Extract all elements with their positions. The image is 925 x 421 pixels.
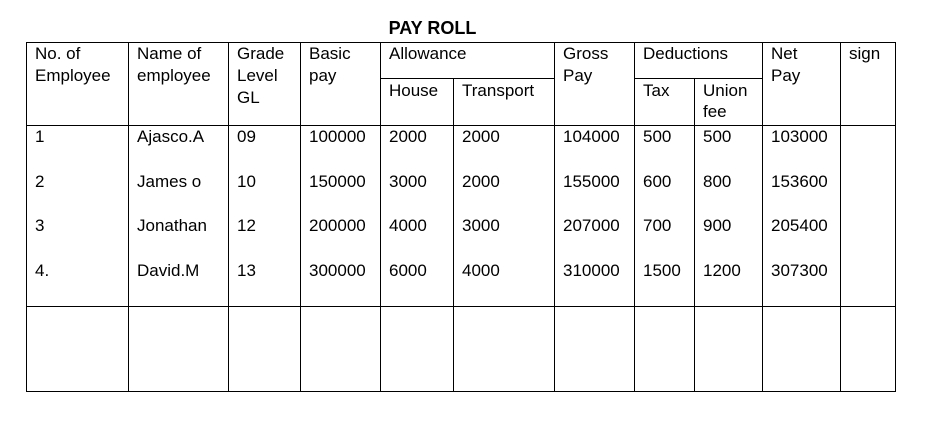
cell-name: Ajasco.A (137, 127, 205, 146)
header-name-label: Name of employee (137, 44, 211, 85)
cell-grade: 13 (237, 260, 256, 280)
header-net-pay (763, 43, 841, 126)
cell-transport: 2000 (462, 171, 500, 191)
cell-house: 3000 (389, 171, 427, 191)
header-net-label: Net Pay (771, 44, 801, 85)
cell-tax: 1500 (643, 260, 681, 280)
header-transport (454, 79, 555, 126)
cell-union-fee: 1200 (703, 260, 741, 280)
cell-net: 103000 (771, 127, 828, 146)
cell-grade: 09 (237, 127, 256, 146)
cell-gross: 310000 (563, 260, 620, 280)
header-row-main (27, 43, 896, 79)
header-allowance-label: Allowance (389, 44, 467, 63)
header-deductions-label: Deductions (643, 44, 729, 63)
cell-basic: 200000 (309, 216, 366, 235)
col-union-fee (695, 126, 763, 307)
blank-row (27, 307, 896, 392)
cell-gross: 155000 (563, 171, 620, 191)
blank-cell (555, 307, 635, 392)
cell-transport: 2000 (462, 127, 500, 146)
col-name (129, 126, 229, 307)
col-no (27, 126, 129, 307)
col-sign (841, 126, 896, 307)
cell-gross: 104000 (563, 127, 620, 146)
col-house (381, 126, 454, 307)
header-house-label: House (389, 81, 439, 100)
document-title: PAY ROLL (388, 18, 477, 38)
cell-house: 2000 (389, 127, 427, 146)
header-gross-label: Gross Pay (563, 44, 609, 85)
header-basic-label: Basic pay (309, 44, 351, 85)
header-no-of-employee (27, 43, 129, 126)
blank-cell (301, 307, 381, 392)
blank-cell (635, 307, 695, 392)
cell-tax: 700 (643, 216, 672, 235)
blank-cell (229, 307, 301, 392)
header-gross-pay (555, 43, 635, 126)
cell-name: Jonathan (137, 216, 207, 235)
blank-cell (763, 307, 841, 392)
header-no-label: No. of Employee (35, 44, 111, 85)
blank-cell (129, 307, 229, 392)
header-sign (841, 43, 896, 126)
cell-house: 4000 (389, 216, 427, 235)
blank-cell (27, 307, 129, 392)
cell-gross: 207000 (563, 216, 620, 235)
cell-grade: 10 (237, 171, 256, 191)
header-transport-label: Transport (462, 81, 535, 100)
header-sign-label: sign (849, 44, 881, 63)
col-net (763, 126, 841, 307)
header-union-fee (695, 79, 763, 126)
cell-net: 307300 (771, 260, 828, 280)
header-union-label: Union fee (703, 81, 748, 121)
cell-union-fee: 900 (703, 216, 732, 235)
cell-net: 153600 (771, 171, 828, 191)
col-grade (229, 126, 301, 307)
cell-transport: 4000 (462, 260, 500, 280)
cell-name: James o (137, 171, 202, 191)
cell-grade: 12 (237, 216, 256, 235)
header-deductions (635, 43, 763, 79)
cell-no: 3 (35, 216, 45, 235)
header-tax-label: Tax (643, 81, 670, 100)
cell-net: 205400 (771, 216, 828, 235)
cell-basic: 100000 (309, 127, 366, 146)
col-gross (555, 126, 635, 307)
header-basic-pay (301, 43, 381, 126)
header-house (381, 79, 454, 126)
col-basic (301, 126, 381, 307)
cell-union-fee: 800 (703, 171, 732, 191)
cell-no: 1 (35, 127, 45, 146)
col-transport (454, 126, 555, 307)
cell-transport: 3000 (462, 216, 500, 235)
cell-union-fee: 500 (703, 127, 732, 146)
cell-house: 6000 (389, 260, 427, 280)
cell-basic: 300000 (309, 260, 366, 280)
blank-cell (841, 307, 896, 392)
header-name-of-employee (129, 43, 229, 126)
cell-name: David.M (137, 260, 200, 280)
blank-cell (454, 307, 555, 392)
blank-cell (695, 307, 763, 392)
cell-tax: 600 (643, 171, 672, 191)
header-allowance (381, 43, 555, 79)
blank-cell (381, 307, 454, 392)
header-grade-label: Grade Level GL (237, 44, 285, 107)
col-tax (635, 126, 695, 307)
cell-basic: 150000 (309, 171, 366, 191)
cell-no: 4. (35, 260, 50, 280)
header-grade-level (229, 43, 301, 126)
header-tax (635, 79, 695, 126)
cell-tax: 500 (643, 127, 672, 146)
data-block (27, 126, 896, 307)
cell-no: 2 (35, 171, 45, 191)
payroll-table (26, 42, 896, 392)
